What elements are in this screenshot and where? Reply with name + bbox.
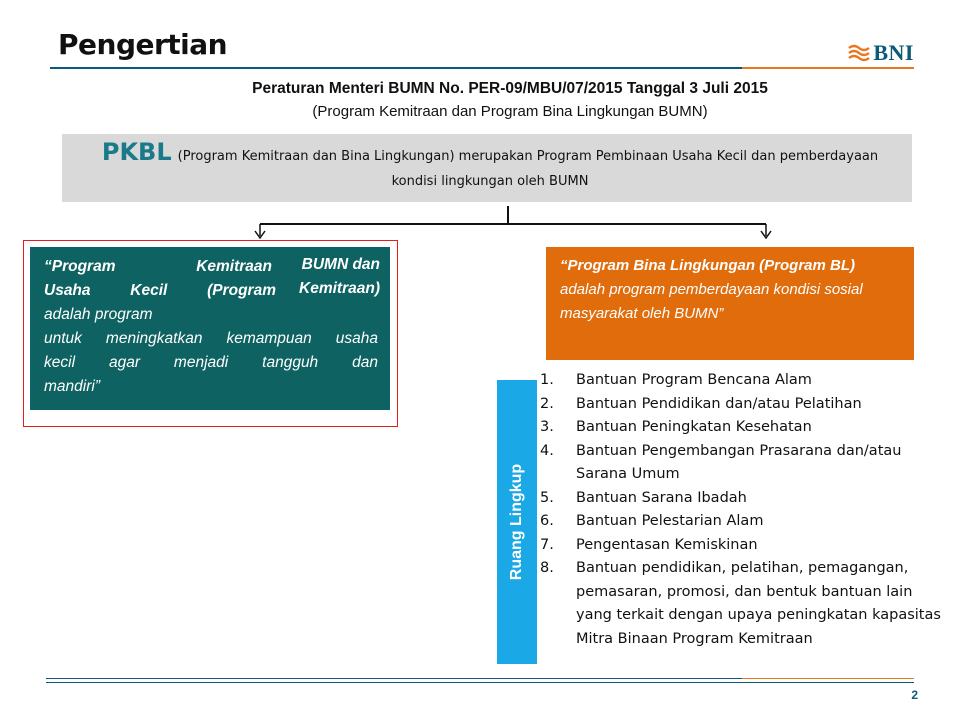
list-item-number: 4. <box>540 442 554 459</box>
kemitraan-overlay-text <box>268 253 380 301</box>
list-item <box>540 557 950 651</box>
logo-text: BNI <box>873 40 914 65</box>
footer-divider-2 <box>46 682 914 683</box>
branch-connector <box>0 0 960 260</box>
list-item-number: 1. <box>540 372 554 388</box>
list-item-number: 2. <box>540 395 554 412</box>
list-item-text: Pengentasan Kemiskinan <box>576 536 758 553</box>
program-bina-lingkungan-box <box>546 247 914 360</box>
list-item-text: Bantuan Peningkatan Kesehatan <box>576 419 812 435</box>
list-item <box>540 369 950 393</box>
list-item-number: 7. <box>540 536 554 553</box>
list-item-number: 6. <box>540 513 554 529</box>
ruang-lingkup-label: Ruang Lingkup <box>508 463 525 581</box>
list-item-text: Bantuan pendidikan, pelatihan, pemagangan, pemasaran, promosi, dan bentuk bantuan lain yang terkait dengan upaya peningkatan kapasitas Mitra Binaan Program Kemitraan <box>576 560 941 647</box>
list-item-number: 5. <box>540 489 554 506</box>
regulation-subtitle: (Program Kemitraan dan Program Bina Lingkungan BUMN) <box>312 103 708 120</box>
list-item-text: Bantuan Pelestarian Alam <box>576 513 764 529</box>
pkbl-acronym: PKBL <box>101 138 172 166</box>
kemitraan-line-2: Usaha Kecil (Program <box>44 282 276 299</box>
kemitraan-line-6: mandiri” <box>44 378 100 395</box>
list-item <box>540 416 950 440</box>
list-item-number: 8. <box>540 560 554 576</box>
list-item <box>540 487 950 511</box>
regulation-title: Peraturan Menteri BUMN No. PER-09/MBU/07/2015 Tanggal 3 Juli 2015 <box>252 80 768 97</box>
bina-lingkungan-desc: adalah program pemberdayaan kondisi sosial masyarakat oleh BUMN” <box>560 281 863 322</box>
list-item-text: Bantuan Program Bencana Alam <box>576 372 812 388</box>
list-item-number: 3. <box>540 419 554 435</box>
ruang-lingkup-list <box>540 369 950 651</box>
kemitraan-overlay-2: Kemitraan) <box>299 280 380 297</box>
list-item-text: Bantuan Pengembangan Prasarana dan/atau Sarana Umum <box>576 442 902 482</box>
list-item <box>540 534 950 558</box>
page-number: 2 <box>911 688 918 702</box>
page-title: Pengertian <box>58 28 228 61</box>
kemitraan-line-3: adalah program <box>44 306 153 323</box>
list-item-text: Bantuan Pendidikan dan/atau Pelatihan <box>576 395 862 412</box>
kemitraan-line-5: kecil agar menjadi tangguh dan <box>44 354 378 371</box>
pkbl-definition: (Program Kemitraan dan Bina Lingkungan) merupakan Program Pembinaan Usaha Kecil dan pemberdayaan kondisi lingkungan oleh BUMN <box>177 149 879 189</box>
list-item <box>540 510 950 534</box>
list-item <box>540 393 950 417</box>
footer-divider-accent <box>742 678 914 679</box>
list-item-text: Bantuan Sarana Ibadah <box>576 489 747 506</box>
kemitraan-line-1: “Program Kemitraan <box>44 258 272 275</box>
bina-lingkungan-title: “Program Bina Lingkungan (Program BL) <box>560 257 856 274</box>
kemitraan-overlay-1: BUMN dan <box>301 256 380 273</box>
list-item <box>540 440 950 487</box>
kemitraan-line-4: untuk meningkatkan kemampuan usaha <box>44 330 378 347</box>
